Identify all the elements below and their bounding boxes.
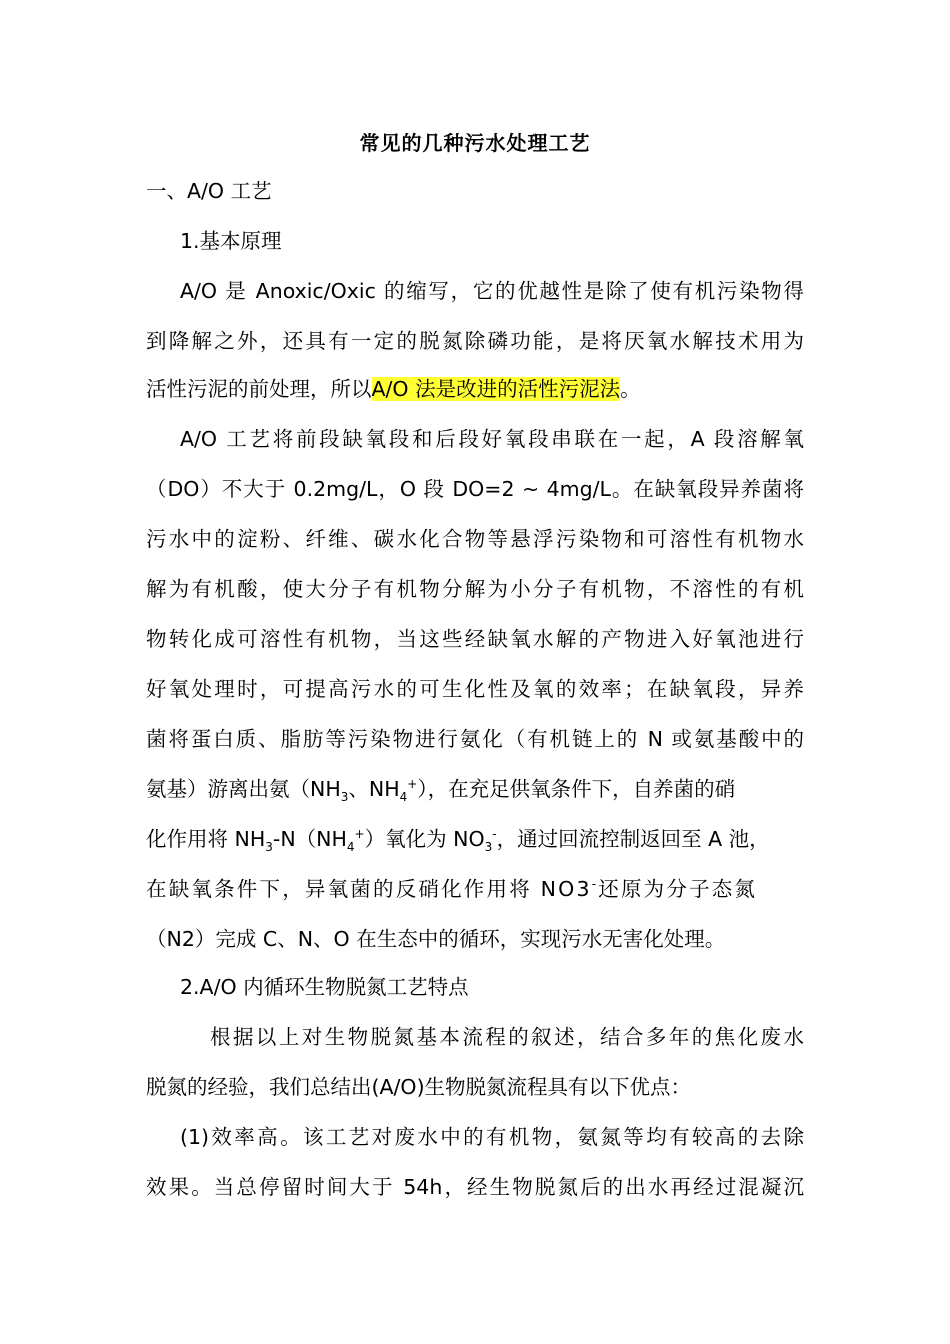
superscript: - <box>492 827 497 842</box>
text-run: ）氧化为 NO <box>364 827 485 851</box>
paragraph-line: (1)效率高。该工艺对废水中的有机物，氨氮等均有较高的去除 <box>180 1125 804 1149</box>
subscript: 3 <box>340 790 349 805</box>
subscript: 4 <box>399 790 408 805</box>
section-heading: 一、A/O 工艺 <box>146 179 272 203</box>
highlighted-text: A/O 法是改进的活性污泥法 <box>371 377 621 401</box>
text-run: 氨基）游离出氨（NH <box>146 777 341 801</box>
text-run: -N（NH <box>272 827 347 851</box>
text-run: ，通过回流控制返回至 A 池， <box>496 827 770 851</box>
paragraph-line: （N2）完成 C、N、O 在生态中的循环，实现污水无害化处理。 <box>146 927 726 951</box>
subscript: 3 <box>265 840 273 855</box>
text-run: 。 <box>620 377 641 401</box>
page-title: 常见的几种污水处理工艺 <box>359 131 591 155</box>
paragraph-line: （DO）不大于 0.2mg/L，O 段 DO=2 ~ 4mg/L。在缺氧段异养菌将 <box>146 477 804 501</box>
text-run: 活性污泥的前处理，所以 <box>146 377 372 401</box>
subsection-heading: 2.A/O 内循环生物脱氮工艺特点 <box>180 975 469 999</box>
paragraph-line: A/O 是 Anoxic/Oxic 的缩写，它的优越性是除了使有机污染物得 <box>180 279 804 303</box>
text-run: 在缺氧条件下，异氧菌的反硝化作用将 NO3 <box>146 877 592 901</box>
superscript: + <box>354 827 365 842</box>
paragraph-line <box>146 774 735 804</box>
paragraph-line: 解为有机酸，使大分子有机物分解为小分子有机物，不溶性的有机 <box>146 577 804 601</box>
paragraph-line: 物转化成可溶性有机物，当这些经缺氧水解的产物进入好氧池进行 <box>146 627 804 651</box>
paragraph-line: 污水中的淀粉、纤维、碳水化合物等悬浮污染物和可溶性有机物水 <box>146 527 804 551</box>
text-run: 化作用将 NH <box>146 827 266 851</box>
paragraph-line: 到降解之外，还具有一定的脱氮除磷功能，是将厌氧水解技术用为 <box>146 329 804 353</box>
paragraph-line: 菌将蛋白质、脂肪等污染物进行氨化（有机链上的 N 或氨基酸中的 <box>146 727 804 751</box>
paragraph-line: 脱氮的经验，我们总结出(A/O)生物脱氮流程具有以下优点： <box>146 1075 692 1099</box>
text-run: 、NH <box>348 777 400 801</box>
paragraph-line <box>146 374 641 404</box>
subscript: 3 <box>484 840 493 855</box>
paragraph-line: 好氧处理时，可提高污水的可生化性及氧的效率；在缺氧段，异养 <box>146 677 804 701</box>
text-run: ），在充足供氧条件下，自养菌的硝 <box>417 777 736 801</box>
paragraph-line <box>146 874 757 904</box>
paragraph-line: 效果。当总停留时间大于 54h，经生物脱氮后的出水再经过混凝沉 <box>146 1175 804 1199</box>
superscript: - <box>591 877 599 892</box>
paragraph-line <box>146 824 770 854</box>
paragraph-line: A/O 工艺将前段缺氧段和后段好氧段串联在一起，A 段溶解氧 <box>180 427 804 451</box>
subscript: 4 <box>346 840 355 855</box>
subsection-heading: 1.基本原理 <box>180 229 282 253</box>
text-run: 还原为分子态氮 <box>598 877 758 901</box>
superscript: + <box>407 777 418 792</box>
paragraph-line: 根据以上对生物脱氮基本流程的叙述，结合多年的焦化废水 <box>210 1025 804 1049</box>
